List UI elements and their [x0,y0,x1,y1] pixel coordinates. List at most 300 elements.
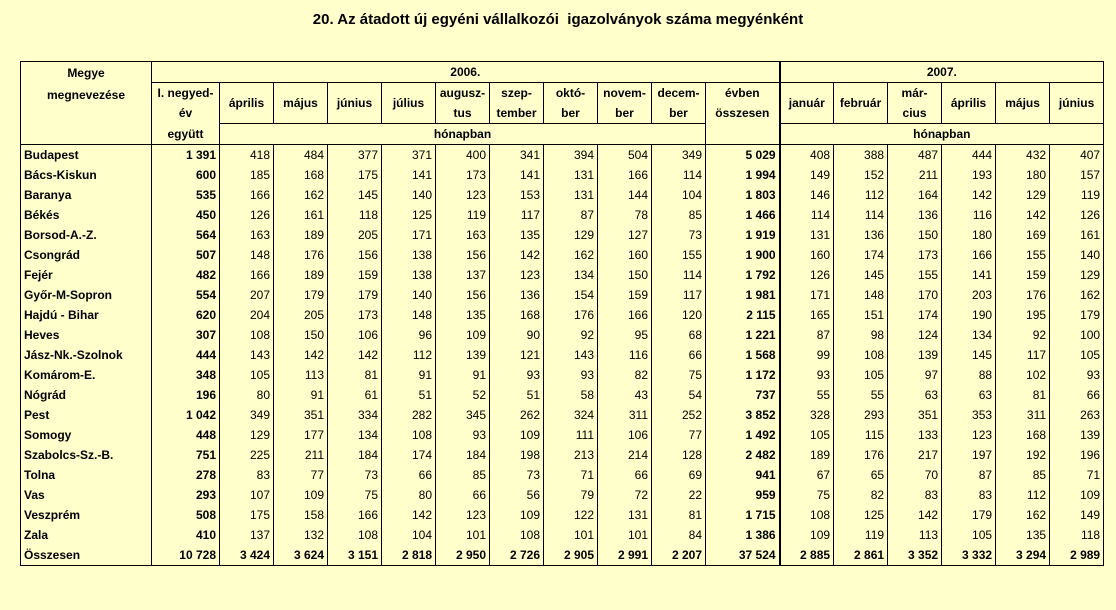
totals-row [21,545,1104,566]
month-value-2006: 79 [544,485,598,505]
month-value-2006: 138 [382,245,436,265]
month-value-2007: 162 [996,505,1050,525]
month-header [652,83,706,124]
month-value-2006: 111 [544,425,598,445]
month-value-2006: 177 [274,425,328,445]
month-value-2007: 66 [1050,385,1104,405]
month-value-2006: 207 [220,285,274,305]
table-row [21,425,1104,445]
county-name: Nógrád [21,385,152,405]
month-value-2006: 2 207 [652,545,706,566]
month-value-2007: 114 [834,205,888,225]
month-value-2006: 83 [220,465,274,485]
month-header: július [382,83,436,124]
table-row [21,305,1104,325]
month-value-2007: 141 [942,265,996,285]
month-value-2006: 82 [598,365,652,385]
month-value-2006: 51 [490,385,544,405]
month-header: február [834,83,888,124]
header-line: összesen [715,106,770,121]
month-value-2006: 176 [274,245,328,265]
month-value-2007: 192 [996,445,1050,465]
months-label: hónapban [220,124,706,145]
month-value-2007: 171 [780,285,834,305]
month-value-2007: 170 [888,285,942,305]
month-value-2007: 118 [1050,525,1104,545]
month-value-2007: 444 [942,145,996,166]
month-value-2007: 311 [996,405,1050,425]
month-header: április [220,83,274,124]
header-line: tember [496,106,537,120]
month-value-2006: 73 [490,465,544,485]
month-value-2006: 198 [490,445,544,465]
month-value-2006: 80 [382,485,436,505]
month-value-2006: 148 [382,305,436,325]
month-value-2006: 185 [220,165,274,185]
month-value-2006: 162 [274,185,328,205]
month-value-2006: 66 [598,465,652,485]
month-value-2006: 262 [490,405,544,425]
month-value-2006: 104 [382,525,436,545]
month-value-2007: 119 [1050,185,1104,205]
month-value-2006: 106 [328,325,382,345]
month-value-2006: 81 [328,365,382,385]
month-value-2006: 93 [490,365,544,385]
month-value-2006: 211 [274,445,328,465]
month-value-2007: 217 [888,445,942,465]
month-value-2007: 180 [942,225,996,245]
q1-value: 751 [152,445,220,465]
month-value-2006: 166 [220,185,274,205]
year-total-value: 2 482 [706,445,780,465]
month-value-2006: 148 [220,245,274,265]
table-row [21,285,1104,305]
month-value-2007: 88 [942,365,996,385]
month-value-2007: 108 [834,345,888,365]
q1-value: 10 728 [152,545,220,566]
month-value-2006: 282 [382,405,436,425]
month-value-2007: 75 [780,485,834,505]
q1-value: 620 [152,305,220,325]
month-value-2006: 334 [328,405,382,425]
table-row [21,145,1104,166]
month-value-2006: 54 [652,385,706,405]
month-value-2006: 123 [436,505,490,525]
month-value-2006: 311 [598,405,652,425]
month-value-2006: 138 [382,265,436,285]
month-value-2007: 109 [1050,485,1104,505]
year-total-value: 1 715 [706,505,780,525]
month-value-2006: 166 [598,305,652,325]
year-total-value: 3 852 [706,405,780,425]
month-value-2007: 55 [834,385,888,405]
month-value-2006: 114 [652,165,706,185]
month-value-2007: 487 [888,145,942,166]
q1-value: 535 [152,185,220,205]
month-value-2007: 119 [834,525,888,545]
county-name: Veszprém [21,505,152,525]
month-value-2007: 65 [834,465,888,485]
year-total-header [706,83,780,124]
month-value-2007: 3 294 [996,545,1050,566]
q1-header [152,83,220,124]
month-value-2007: 152 [834,165,888,185]
month-value-2007: 112 [834,185,888,205]
table-row [21,205,1104,225]
year-total-value: 37 524 [706,545,780,566]
month-value-2007: 81 [996,385,1050,405]
month-value-2007: 3 352 [888,545,942,566]
month-header [888,83,942,124]
month-value-2006: 75 [328,485,382,505]
month-value-2006: 87 [544,205,598,225]
month-value-2007: 3 332 [942,545,996,566]
year-total-value: 1 221 [706,325,780,345]
county-name: Tolna [21,465,152,485]
month-value-2006: 142 [490,245,544,265]
month-value-2006: 129 [544,225,598,245]
data-table [20,61,1104,566]
year-total-value: 1 172 [706,365,780,385]
month-header: június [1050,83,1104,124]
month-value-2007: 67 [780,465,834,485]
month-value-2006: 324 [544,405,598,425]
month-value-2006: 52 [436,385,490,405]
month-value-2006: 179 [328,285,382,305]
county-name: Összesen [21,545,152,566]
county-name: Baranya [21,185,152,205]
month-value-2007: 160 [780,245,834,265]
month-value-2006: 118 [328,205,382,225]
q1-together-header: együtt [152,124,220,145]
month-value-2006: 400 [436,145,490,166]
month-value-2006: 158 [274,505,328,525]
year-total-value: 941 [706,465,780,485]
month-value-2006: 142 [274,345,328,365]
year-total-value: 1 919 [706,225,780,245]
month-value-2006: 121 [490,345,544,365]
month-value-2007: 126 [780,265,834,285]
month-value-2006: 77 [274,465,328,485]
month-value-2007: 150 [888,225,942,245]
month-value-2006: 174 [382,445,436,465]
month-value-2006: 68 [652,325,706,345]
month-value-2006: 213 [544,445,598,465]
month-value-2006: 112 [382,345,436,365]
year-total-value: 959 [706,485,780,505]
month-value-2007: 139 [888,345,942,365]
month-value-2006: 66 [652,345,706,365]
month-value-2006: 166 [220,265,274,285]
month-value-2006: 175 [220,505,274,525]
year-2006-header: 2006. [152,62,780,83]
month-value-2006: 108 [220,325,274,345]
header-line: cius [902,106,927,120]
month-value-2007: 174 [888,305,942,325]
table-row [21,385,1104,405]
q1-value: 554 [152,285,220,305]
month-header [436,83,490,124]
year-total-value: 1 803 [706,185,780,205]
month-value-2006: 108 [328,525,382,545]
month-value-2006: 134 [328,425,382,445]
month-value-2007: 193 [942,165,996,185]
month-value-2007: 408 [780,145,834,166]
month-value-2007: 176 [834,445,888,465]
month-value-2006: 71 [544,465,598,485]
county-name: Szabolcs-Sz.-B. [21,445,152,465]
month-value-2006: 189 [274,225,328,245]
q1-value: 196 [152,385,220,405]
month-value-2007: 55 [780,385,834,405]
month-value-2006: 105 [220,365,274,385]
month-value-2006: 92 [544,325,598,345]
table-row [21,485,1104,505]
month-value-2006: 145 [328,185,382,205]
month-value-2006: 81 [652,505,706,525]
month-value-2007: 2 885 [780,545,834,566]
month-value-2007: 100 [1050,325,1104,345]
month-header [598,83,652,124]
q1-value: 507 [152,245,220,265]
month-value-2007: 133 [888,425,942,445]
month-value-2007: 196 [1050,445,1104,465]
month-value-2006: 173 [436,165,490,185]
month-value-2006: 136 [490,285,544,305]
month-value-2007: 71 [1050,465,1104,485]
month-value-2006: 3 424 [220,545,274,566]
county-name: Bács-Kiskun [21,165,152,185]
month-value-2006: 214 [598,445,652,465]
month-value-2006: 166 [328,505,382,525]
table-row [21,165,1104,185]
month-value-2007: 195 [996,305,1050,325]
q1-value: 410 [152,525,220,545]
month-value-2006: 69 [652,465,706,485]
month-value-2007: 142 [942,185,996,205]
month-value-2007: 145 [942,345,996,365]
month-value-2006: 2 950 [436,545,490,566]
month-value-2007: 109 [780,525,834,545]
month-value-2007: 116 [942,205,996,225]
month-value-2006: 123 [490,265,544,285]
month-header [544,83,598,124]
month-value-2007: 134 [942,325,996,345]
header-line: novem- [603,86,646,100]
month-value-2007: 149 [1050,505,1104,525]
header-line: I. negyed- [157,86,214,101]
year-total-value: 737 [706,385,780,405]
month-value-2006: 131 [544,185,598,205]
q1-value: 482 [152,265,220,285]
month-value-2007: 179 [1050,305,1104,325]
month-value-2006: 205 [328,225,382,245]
month-value-2006: 166 [598,165,652,185]
month-value-2006: 139 [436,345,490,365]
month-value-2007: 63 [888,385,942,405]
month-value-2006: 168 [490,305,544,325]
month-value-2006: 2 905 [544,545,598,566]
county-name: Békés [21,205,152,225]
month-value-2006: 142 [382,505,436,525]
q1-value: 293 [152,485,220,505]
month-value-2006: 225 [220,445,274,465]
months-label: hónapban [780,124,1104,145]
month-value-2007: 149 [780,165,834,185]
month-value-2006: 341 [490,145,544,166]
month-value-2007: 97 [888,365,942,385]
month-value-2006: 377 [328,145,382,166]
month-value-2007: 148 [834,285,888,305]
month-value-2006: 109 [490,425,544,445]
month-value-2006: 84 [652,525,706,545]
month-value-2006: 163 [220,225,274,245]
month-value-2007: 124 [888,325,942,345]
month-value-2007: 93 [780,365,834,385]
month-value-2007: 105 [834,365,888,385]
month-header: június [328,83,382,124]
month-value-2006: 418 [220,145,274,166]
header-line: szep- [501,86,532,100]
month-value-2007: 176 [996,285,1050,305]
month-value-2006: 141 [490,165,544,185]
month-value-2006: 91 [436,365,490,385]
month-value-2006: 117 [652,285,706,305]
month-value-2007: 155 [888,265,942,285]
month-value-2006: 159 [328,265,382,285]
month-value-2006: 85 [436,465,490,485]
month-value-2007: 353 [942,405,996,425]
month-value-2006: 137 [220,525,274,545]
month-value-2006: 154 [544,285,598,305]
month-value-2006: 175 [328,165,382,185]
month-value-2006: 125 [382,205,436,225]
month-value-2007: 432 [996,145,1050,166]
month-value-2006: 204 [220,305,274,325]
month-value-2006: 161 [274,205,328,225]
q1-value: 307 [152,325,220,345]
month-value-2006: 144 [598,185,652,205]
month-value-2006: 160 [598,245,652,265]
year-total-value: 1 568 [706,345,780,365]
month-value-2006: 80 [220,385,274,405]
month-value-2006: 43 [598,385,652,405]
month-value-2007: 211 [888,165,942,185]
header-line: ber [561,106,580,120]
q1-value: 508 [152,505,220,525]
header-line: Megye [67,66,105,80]
county-name: Komárom-E. [21,365,152,385]
month-value-2006: 93 [436,425,490,445]
header-line: augusz- [439,86,486,100]
month-value-2006: 137 [436,265,490,285]
county-name: Győr-M-Sopron [21,285,152,305]
month-value-2007: 2 989 [1050,545,1104,566]
county-name: Hajdú - Bihar [21,305,152,325]
month-value-2007: 108 [780,505,834,525]
month-value-2006: 58 [544,385,598,405]
month-value-2006: 184 [328,445,382,465]
year-total-value: 1 994 [706,165,780,185]
header-line: ber [669,106,688,120]
month-value-2006: 107 [220,485,274,505]
month-value-2006: 168 [274,165,328,185]
month-value-2006: 132 [274,525,328,545]
header-line: decem- [657,86,700,100]
month-value-2007: 388 [834,145,888,166]
month-value-2007: 93 [1050,365,1104,385]
month-value-2007: 92 [996,325,1050,345]
year-total-value: 5 029 [706,145,780,166]
month-value-2006: 75 [652,365,706,385]
month-value-2006: 156 [436,245,490,265]
month-value-2007: 142 [996,205,1050,225]
month-value-2006: 156 [328,245,382,265]
month-value-2007: 161 [1050,225,1104,245]
month-value-2006: 66 [382,465,436,485]
month-value-2007: 328 [780,405,834,425]
month-value-2007: 135 [996,525,1050,545]
month-value-2007: 162 [1050,285,1104,305]
month-value-2007: 117 [996,345,1050,365]
q1-value: 1 391 [152,145,220,166]
county-name: Heves [21,325,152,345]
month-value-2006: 96 [382,325,436,345]
table-row [21,525,1104,545]
month-value-2006: 349 [220,405,274,425]
month-value-2007: 129 [996,185,1050,205]
month-value-2006: 135 [490,225,544,245]
month-value-2006: 78 [598,205,652,225]
table-row [21,185,1104,205]
header-line: megnevezése [46,88,126,102]
month-value-2006: 205 [274,305,328,325]
month-value-2006: 134 [544,265,598,285]
month-header [490,83,544,124]
month-value-2007: 99 [780,345,834,365]
header-row [21,124,1104,145]
month-value-2006: 140 [382,285,436,305]
month-value-2006: 77 [652,425,706,445]
month-value-2007: 98 [834,325,888,345]
month-value-2006: 101 [598,525,652,545]
table-row [21,265,1104,285]
header-line: már- [901,86,928,100]
month-value-2006: 143 [544,345,598,365]
month-value-2006: 131 [598,505,652,525]
month-value-2007: 113 [888,525,942,545]
month-value-2006: 2 818 [382,545,436,566]
month-value-2006: 351 [274,405,328,425]
month-value-2007: 165 [780,305,834,325]
header-line: évben [724,86,760,101]
month-value-2007: 82 [834,485,888,505]
q1-value: 450 [152,205,220,225]
month-value-2006: 85 [652,205,706,225]
month-value-2006: 119 [436,205,490,225]
q1-value: 564 [152,225,220,245]
month-value-2006: 131 [544,165,598,185]
month-value-2007: 169 [996,225,1050,245]
month-value-2007: 2 861 [834,545,888,566]
month-value-2007: 123 [942,425,996,445]
month-value-2006: 109 [490,505,544,525]
month-value-2006: 184 [436,445,490,465]
q1-value: 600 [152,165,220,185]
month-value-2007: 263 [1050,405,1104,425]
month-value-2006: 2 991 [598,545,652,566]
month-value-2007: 159 [996,265,1050,285]
